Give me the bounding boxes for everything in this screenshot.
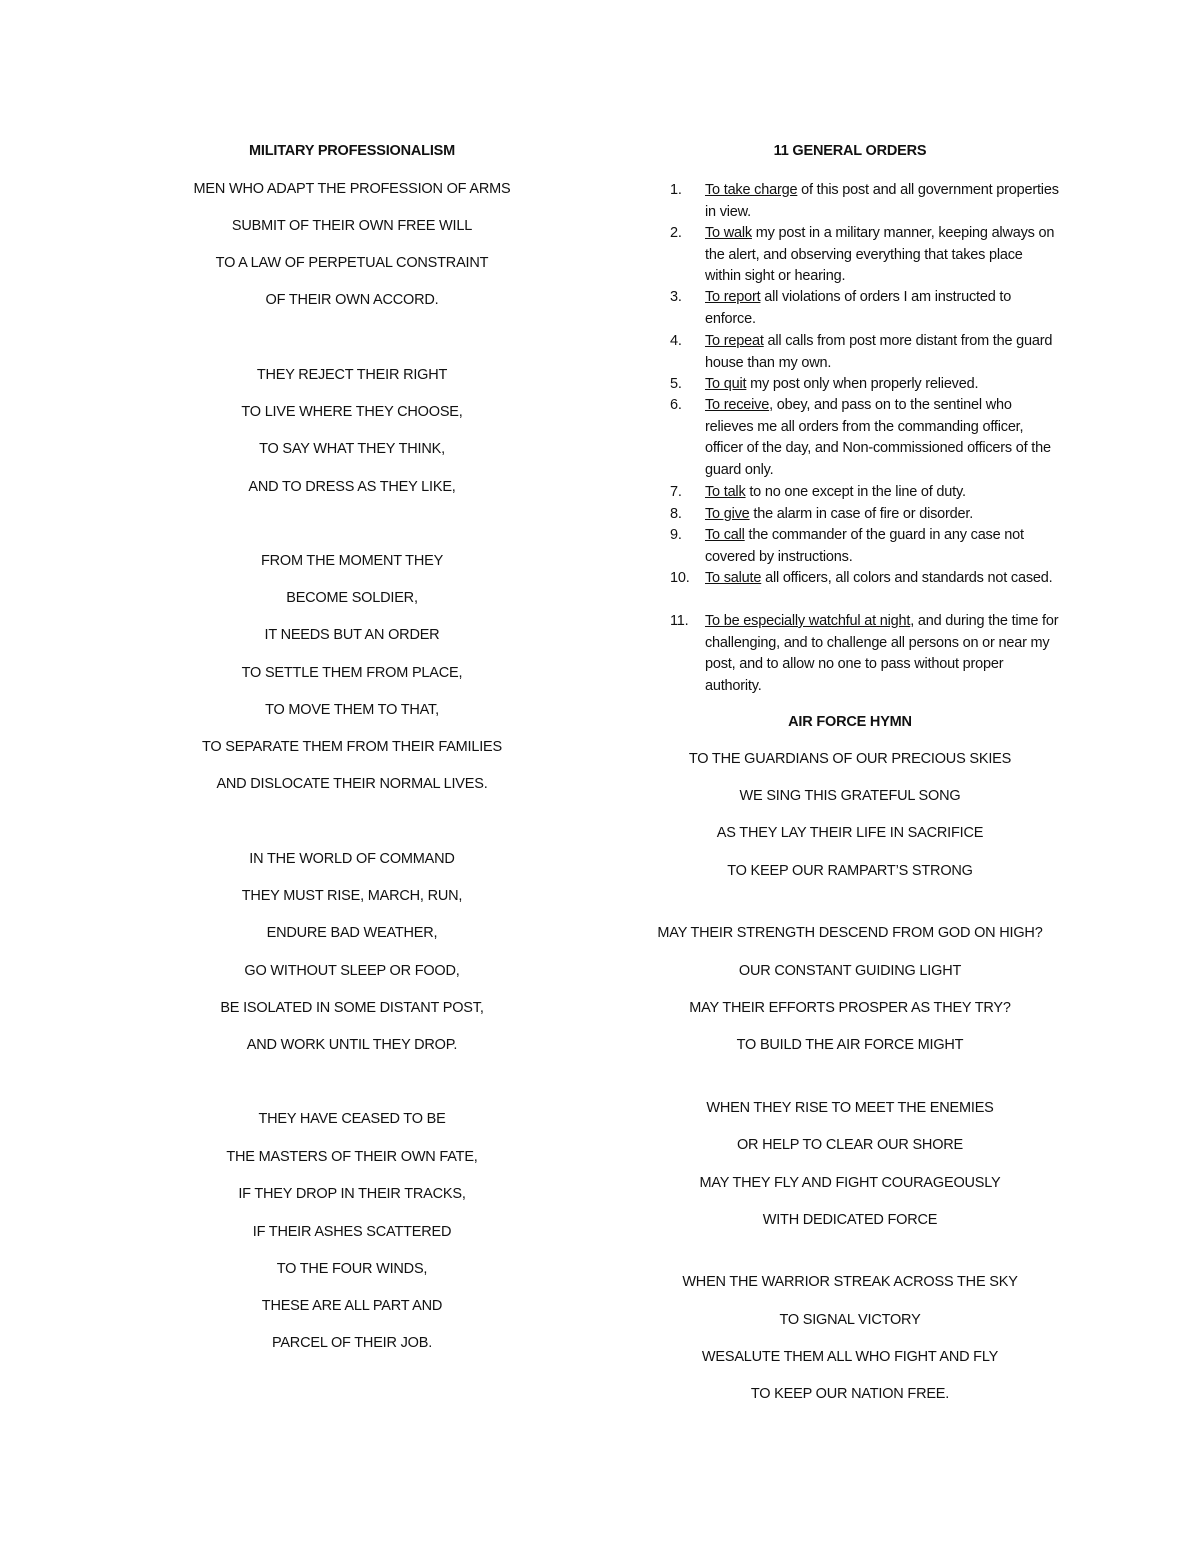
poem-line: TO SETTLE THEM FROM PLACE, [241,665,463,681]
poem-line: IF THEIR ASHES SCATTERED [252,1224,452,1240]
order-key-phrase: To repeat [705,333,764,349]
order-key-phrase: To take charge [705,182,798,198]
hymn-line: WESALUTE THEM ALL WHO FIGHT AND FLY [701,1349,999,1365]
order-key-phrase: To report [705,289,761,305]
order-text: all officers, all colors and standards not cased. [761,570,1053,586]
order-text: the commander of the guard in any case not covered by instructions. [705,527,1024,565]
hymn-line: WHEN THEY RISE TO MEET THE ENEMIES [706,1100,994,1116]
poem-line: ENDURE BAD WEATHER, [266,925,438,941]
order-text: to no one except in the line of duty. [745,484,966,500]
hymn-line: TO KEEP OUR NATION FREE. [750,1386,950,1402]
hymn-line: TO SIGNAL VICTORY [779,1312,921,1328]
order-key-phrase: To talk [705,484,746,500]
poem-line: BE ISOLATED IN SOME DISTANT POST, [220,1000,484,1016]
poem-line: THEY HAVE CEASED TO BE [258,1111,446,1127]
order-number: 8. [670,506,682,522]
order-number: 1. [670,182,682,198]
order-number: 7. [670,484,682,500]
order-key-phrase: To give [705,506,750,522]
military-professionalism-title: MILITARY PROFESSIONALISM [249,143,455,159]
order-number: 3. [670,289,682,305]
poem-line: TO LIVE WHERE THEY CHOOSE, [241,404,463,420]
order-number: 6. [670,397,682,413]
hymn-line: MAY THEIR STRENGTH DESCEND FROM GOD ON HIGH? [657,925,1043,941]
poem-line: TO A LAW OF PERPETUAL CONSTRAINT [215,255,489,271]
poem-line: TO SEPARATE THEM FROM THEIR FAMILIES [201,739,503,755]
poem-line: AND DISLOCATE THEIR NORMAL LIVES. [216,776,488,792]
order-text: , obey, and pass on to the sentinel who relieves me all orders from the commanding officer, officer of the day, and Non-commissioned officers of the guard only. [705,397,1051,478]
order-number: 9. [670,527,682,543]
hymn-line: OR HELP TO CLEAR OUR SHORE [736,1137,964,1153]
order-key-phrase: To receive [705,397,770,413]
hymn-line: WE SING THIS GRATEFUL SONG [739,788,961,804]
hymn-line: MAY THEY FLY AND FIGHT COURAGEOUSLY [699,1175,1001,1191]
order-text: the alarm in case of fire or disorder. [749,506,974,522]
hymn-line: OUR CONSTANT GUIDING LIGHT [738,963,962,979]
poem-line: IN THE WORLD OF COMMAND [249,851,455,867]
order-number: 5. [670,376,682,392]
poem-line: FROM THE MOMENT THEY [260,553,444,569]
order-text: of this post and all government properties in view. [705,182,1059,220]
poem-line: PARCEL OF THEIR JOB. [271,1335,433,1351]
order-text: my post in a military manner, keeping always on the alert, and observing everything that takes place within sight or hearing. [705,225,1055,284]
poem-line: TO SAY WHAT THEY THINK, [259,441,445,457]
hymn-line: TO THE GUARDIANS OF OUR PRECIOUS SKIES [688,751,1012,767]
order-key-phrase: To walk [705,225,752,241]
poem-line: AND WORK UNTIL THEY DROP. [246,1037,458,1053]
order-text: all calls from post more distant from the guard house than my own. [705,333,1053,371]
poem-line: TO MOVE THEM TO THAT, [265,702,439,718]
hymn-line: TO BUILD THE AIR FORCE MIGHT [736,1037,964,1053]
order-key-phrase: To quit [705,376,747,392]
order-key-phrase: To be especially watchful at night [705,613,911,629]
order-key-phrase: To salute [705,570,762,586]
order-key-phrase: To call [705,527,745,543]
poem-line: THEY REJECT THEIR RIGHT [256,367,448,383]
poem-line: THESE ARE ALL PART AND [261,1298,443,1314]
general-orders-title: 11 GENERAL ORDERS [773,143,927,159]
order-text: my post only when properly relieved. [746,376,979,392]
poem-line: MEN WHO ADAPT THE PROFESSION OF ARMS [193,181,511,197]
poem-line: IF THEY DROP IN THEIR TRACKS, [238,1186,466,1202]
poem-line: AND TO DRESS AS THEY LIKE, [248,479,456,495]
poem-line: IT NEEDS BUT AN ORDER [264,627,440,643]
hymn-line: TO KEEP OUR RAMPART’S STRONG [727,863,973,879]
poem-line: TO THE FOUR WINDS, [276,1261,428,1277]
hymn-line: MAY THEIR EFFORTS PROSPER AS THEY TRY? [689,1000,1011,1016]
poem-line: THE MASTERS OF THEIR OWN FATE, [226,1149,478,1165]
hymn-line: WITH DEDICATED FORCE [762,1212,938,1228]
order-text: all violations of orders I am instructed to enforce. [705,289,1012,327]
air-force-hymn-title: AIR FORCE HYMN [788,714,912,730]
hymn-line: WHEN THE WARRIOR STREAK ACROSS THE SKY [682,1274,1018,1290]
order-number: 2. [670,225,682,241]
poem-line: BECOME SOLDIER, [286,590,418,606]
order-number: 11. [670,613,689,629]
poem-line: OF THEIR OWN ACCORD. [265,292,439,308]
order-text: , and during the time for challenging, and to challenge all persons on or near my post, and to allow no one to pass without proper authority. [705,613,1059,694]
poem-line: GO WITHOUT SLEEP OR FOOD, [244,963,460,979]
poem-line: SUBMIT OF THEIR OWN FREE WILL [231,218,473,234]
order-number: 4. [670,333,682,349]
hymn-line: AS THEY LAY THEIR LIFE IN SACRIFICE [716,825,984,841]
poem-line: THEY MUST RISE, MARCH, RUN, [241,888,463,904]
order-number: 10. [670,570,690,586]
